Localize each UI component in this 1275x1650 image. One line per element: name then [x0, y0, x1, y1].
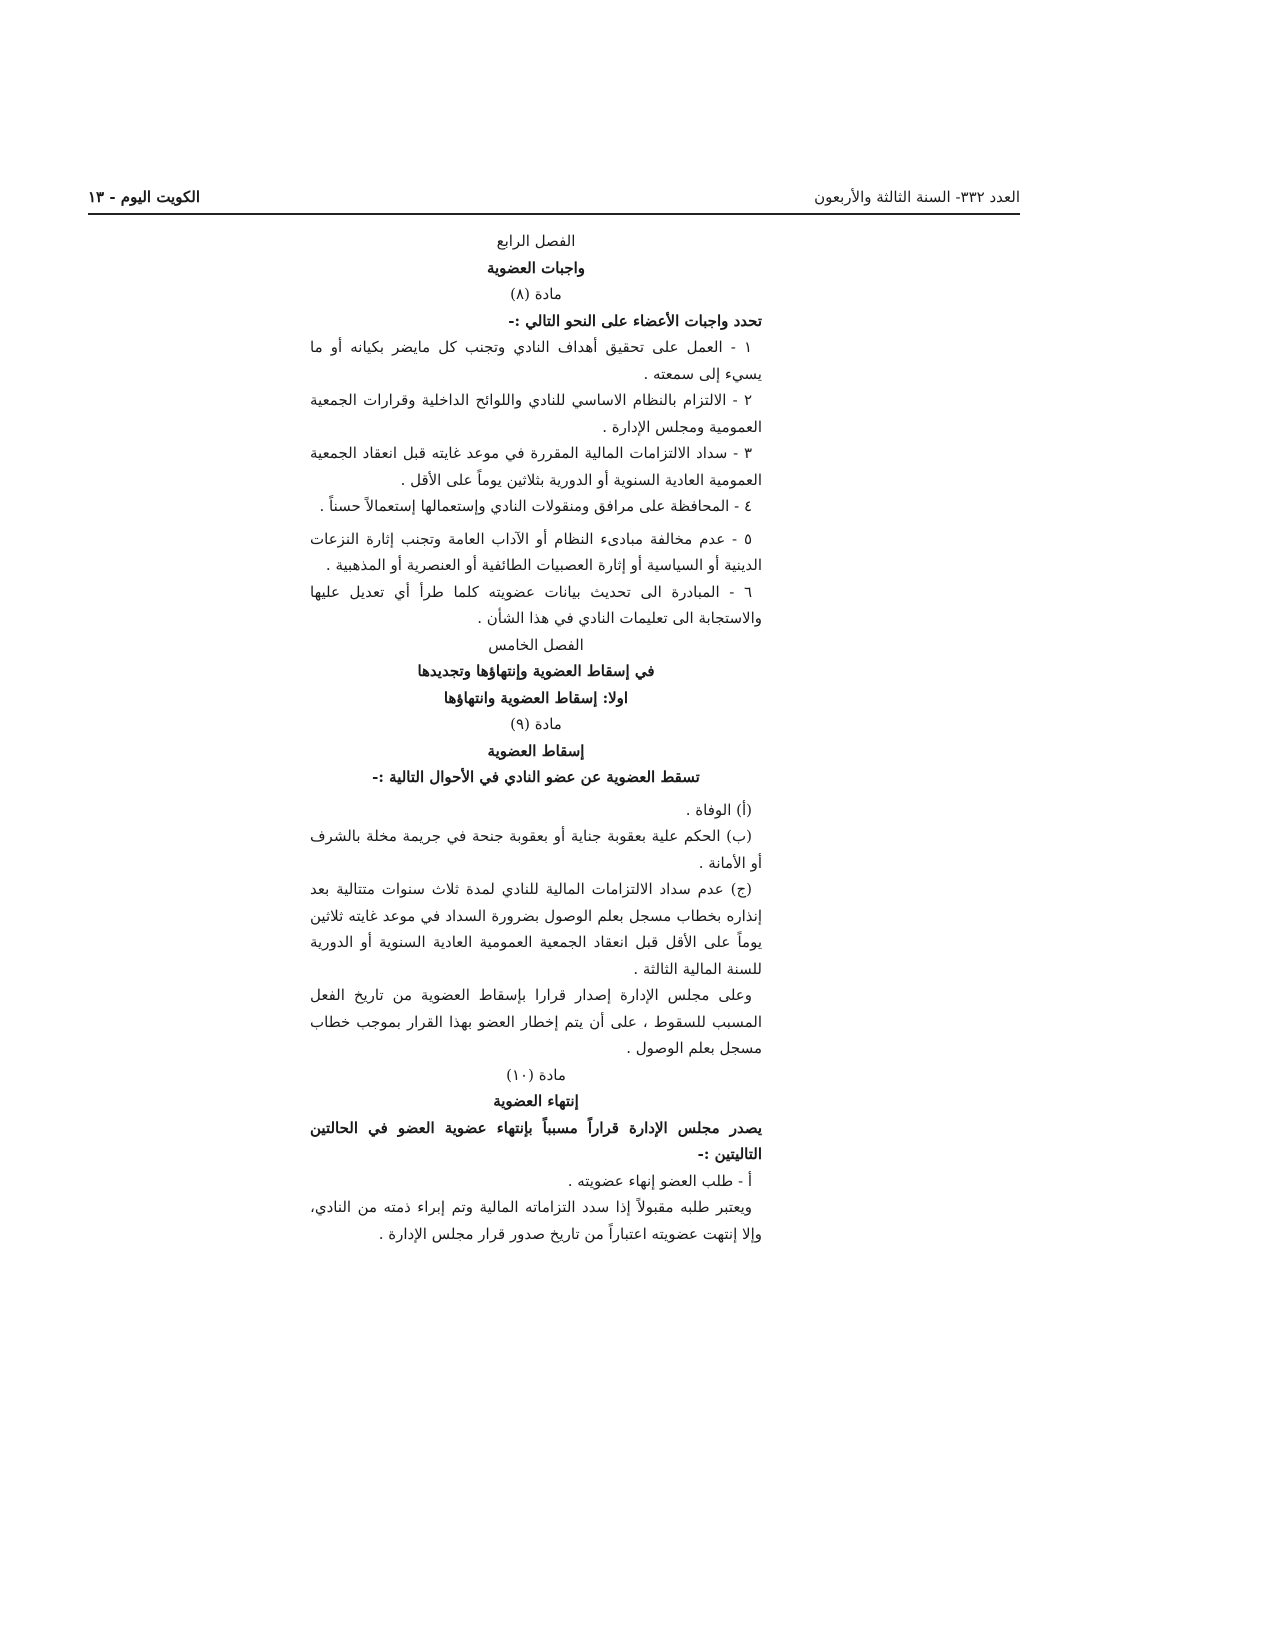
article-intro: تحدد واجبات الأعضاء على النحو التالي :-: [508, 311, 762, 330]
chapter-title: الفصل الرابع: [496, 232, 576, 250]
document-body: [310, 228, 762, 1247]
chapter-title: الفصل الخامس: [488, 635, 584, 654]
duty-item: ٥ - عدم مخالفة مبادىء النظام أو الآداب العامة وتجنب إثارة النزعات الدينية أو السياسية أو إثارة العصبيات الطائفية أو العنصرية أو المذهبية .: [310, 529, 762, 574]
duty-item: ٣ - سداد الالتزامات المالية المقررة في موعد غايته قبل انعقاد الجمعية العمومية العادية السنوية أو الدورية بثلاثين يوماً على الأقل .: [310, 444, 762, 489]
article-number: مادة (١٠): [506, 1065, 566, 1084]
article-intro: يصدر مجلس الإدارة قراراً مسبباً بإنتهاء عضوية العضو في الحالتين التاليتين :-: [310, 1118, 762, 1163]
clause-item: (ج) عدم سداد الالتزامات المالية للنادي لمدة ثلاث سنوات متتالية بعد إنذاره بخطاب مسجل بعلم الوصول بضرورة السداد في موعد غايته ثلاثين يوماً على الأقل قبل انعقاد الجمعية العمومية العادية السنوية أو الدورية للسنة المالية الثالثة .: [310, 880, 762, 978]
section-title: اولا: إسقاط العضوية وانتهاؤها: [443, 688, 629, 707]
header-divider: [88, 213, 1020, 215]
chapter-subtitle: في إسقاط العضوية وإنتهاؤها وتجديدها: [417, 662, 655, 680]
duty-item: ٦ - المبادرة الى تحديث بيانات عضويته كلما طرأ أي تعديل عليها والاستجابة الى تعليمات النادي في هذا الشأن .: [310, 582, 762, 627]
article-number: مادة (٩): [510, 715, 562, 733]
issue-header: العدد ٣٣٢- السنة الثالثة والأربعون: [814, 188, 1020, 206]
article-title: إسقاط العضوية: [487, 741, 585, 760]
page-header: الكويت اليوم - ١٣: [88, 188, 200, 206]
article-title: إنتهاء العضوية: [493, 1092, 579, 1110]
article-note: وعلى مجلس الإدارة إصدار قرارا بإسقاط العضوية من تاريخ الفعل المسبب للسقوط ، على أن يتم إخطار العضو بهذا القرار بموجب خطاب مسجل بعلم الوصول .: [310, 986, 762, 1057]
duty-item: ٤ - المحافظة على مرافق ومنقولات النادي وإستعمالها إستعمالاً حسناً .: [319, 497, 752, 515]
duty-item: ٢ - الالتزام بالنظام الاساسي للنادي واللوائح الداخلية وقرارات الجمعية العمومية ومجلس الإدارة .: [310, 391, 762, 436]
article-number: مادة (٨): [510, 285, 562, 303]
article-note: ويعتبر طلبه مقبولاً إذا سدد التزاماته المالية وتم إبراء ذمته من النادي، وإلا إنتهت عضويته اعتباراً من تاريخ صدور قرار مجلس الإدارة .: [310, 1198, 762, 1243]
clause-item: أ - طلب العضو إنهاء عضويته .: [567, 1171, 752, 1190]
clause-item: (أ) الوفاة .: [685, 800, 752, 819]
clause-item: (ب) الحكم علية بعقوبة جناية أو بعقوبة جنحة في جريمة مخلة بالشرف أو الأمانة .: [310, 827, 762, 872]
article-intro: تسقط العضوية عن عضو النادي في الأحوال التالية :-: [372, 768, 700, 786]
chapter-subtitle: واجبات العضوية: [486, 258, 586, 277]
duty-item: ١ - العمل على تحقيق أهداف النادي وتجنب كل مايضر بكيانه أو ما يسيء إلى سمعته .: [310, 338, 762, 383]
